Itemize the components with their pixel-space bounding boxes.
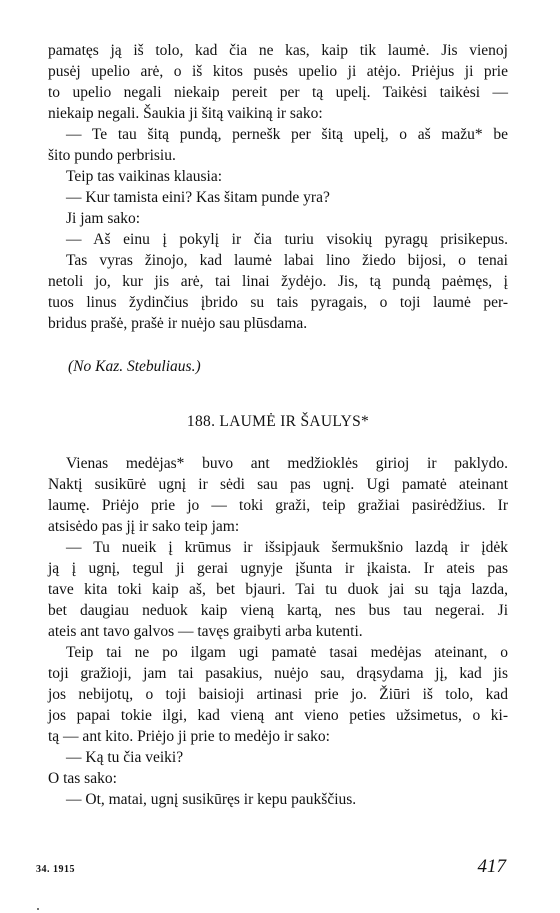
text-line: jos papai tokie ilgi, kad vieną ant vieno peties užsimetus, o ki-	[48, 707, 508, 724]
text-line: ją į ugnį, tegul ji gerai ugnyje įšunta ir įkaista. Ir ateis pas	[48, 560, 508, 577]
text-line: jos nebijotų, o toji baisioji artinasi prie jo. Žiūri iš tolo, kad	[48, 686, 508, 703]
text-line: to upelio negali niekaip pereit per tą upelį. Taikėsi taikėsi —	[48, 84, 508, 101]
text-line: tą — ant kito. Priėjo ji prie to medėjo ir sako:	[48, 728, 330, 745]
page-number: 417	[477, 856, 506, 877]
page-footer	[36, 856, 506, 884]
text-line: — Tu nueik į krūmus ir išsipjauk šermukšnio lazdą ir įdėk	[66, 539, 508, 556]
printer-signature: 34. 1915	[36, 864, 75, 875]
text-line: — Ot, matai, ugnį susikūręs ir kepu paukščius.	[66, 791, 357, 808]
text-line: ateis ant tavo galvos — tavęs graibyti arba kutenti.	[48, 623, 363, 640]
text-line: tuos linus žydinčius įbrido su tais pyragais, o toji laumė per-	[48, 294, 508, 311]
text-line: — Ką tu čia veiki?	[66, 749, 184, 766]
text-line: netoli jo, kur jis arė, tai linai žydėjo. Jis, tą pundą paėmęs, į	[48, 273, 508, 290]
text-line: niekaip negali. Šaukia ji šitą vaikiną ir sako:	[48, 105, 323, 122]
text-line: — Aš einu į pokylį ir čia turiu visokių pyragų prisikepus.	[66, 231, 508, 248]
text-line: šito pundo perbrisiu.	[48, 147, 176, 164]
text-line: O tas sako:	[48, 770, 117, 787]
text-line: atsisėdo pas jį ir sako teip jam:	[48, 518, 240, 535]
text-line: bridus prašė, prašė ir nuėjo sau plūsdama.	[48, 315, 308, 332]
text-line: pusėj upelio arė, o iš kitos pusės upelio ji atėjo. Priėjus ji prie	[48, 63, 508, 80]
text-line: Teip tai ne po ilgam ugi pamatė tasai medėjas ateinant, o	[66, 644, 508, 661]
source-attribution: (No Kaz. Stebuliaus.)	[68, 358, 201, 375]
text-line: tave kita toki kaip aš, bet bjauri. Tai tu duok jai su tąja lazda,	[48, 581, 508, 598]
text-line: laumę. Priėjo prie jo — toki graži, teip gražiai pasirėdžius. Ir	[48, 497, 508, 514]
page-text-block	[48, 40, 508, 810]
text-line: Naktį susikūrė ugnį ir sėdi sau pas ugnį. Ugi pamatė ateinant	[48, 476, 508, 493]
text-line: Teip tas vaikinas klausia:	[66, 168, 223, 185]
text-line: toji gražioji, jam tai pasakius, nuėjo sau, drąsydama jį, kad jis	[48, 665, 508, 682]
story-body	[48, 453, 508, 810]
text-line: — Kur tamista eini? Kas šitam punde yra?	[66, 189, 330, 206]
text-line: Vienas medėjas* buvo ant medžioklės girioj ir paklydo.	[66, 455, 508, 472]
story-heading: 188. LAUMĖ IR ŠAULYS*	[186, 413, 370, 430]
text-line: — Te tau šitą pundą, pernešk per šitą upelį, o aš mažu* be	[66, 126, 508, 143]
text-line: Ji jam sako:	[66, 210, 141, 227]
text-line: Tas vyras žinojo, kad laumė labai lino žiedo bijosi, o tenai	[66, 252, 508, 269]
story-continuation	[48, 40, 508, 334]
print-speck	[37, 908, 39, 910]
text-line: bet daugiau neduok kaip vieną kartą, nes bus tau negerai. Ji	[48, 602, 508, 619]
text-line: pamatęs ją iš tolo, kad čia ne kas, kaip tik laumė. Jis vienoj	[48, 42, 508, 59]
